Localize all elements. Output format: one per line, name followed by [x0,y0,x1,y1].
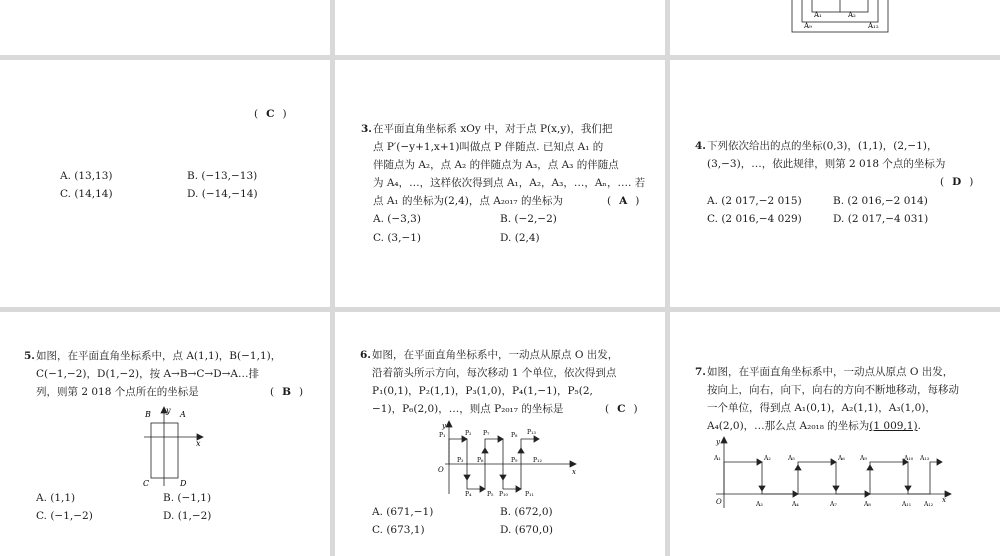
card-question-4 [670,60,1000,307]
option-a: A. (−3,3) [373,213,421,225]
option-d: D. (2,4) [500,232,540,244]
label-p2: P₂ [465,430,472,437]
label-a: A [180,410,186,419]
label-p4: P₄ [465,491,472,498]
label-a8: A₈ [864,501,871,508]
label-a7: A₇ [830,501,837,508]
option-c: C. (673,1) [372,524,425,536]
label-a13: A₁₃ [920,455,930,462]
label-x: x [942,496,946,504]
card-question-6 [335,312,665,556]
question-line-1: 如图，在平面直角坐标系中，一动点从原点 O 出发， [707,366,954,378]
label-b: B [145,410,151,419]
option-d: D. (2 017,−4 031) [833,213,929,225]
card-question-2 [0,60,330,307]
option-a: A. (671,−1) [372,506,434,518]
answer-letter: D [952,176,962,188]
question-line-5: 点 A₁ 的坐标为(2,4)，点 A₂₀₁₇ 的坐标为 [373,195,563,207]
label-p10: P₁₀ [499,491,508,498]
option-c: C. (−1,−2) [36,510,93,522]
label-p7: P₇ [483,430,490,437]
label-a10: A₁₀ [904,455,914,462]
question-line-4: A₄(2,0)，…那么点 A₂₀₁₈ 的坐标为(1 009,1). [707,420,921,432]
label-p13: P₁₃ [527,429,536,436]
question-line-4-text: A₄(2,0)，…那么点 A₂₀₁₈ 的坐标为 [707,420,870,432]
option-d: D. (1,−2) [163,510,212,522]
label-c: C [143,479,150,488]
label-a4: A₄ [792,501,799,508]
question-line-2: 按向上，向右，向下，向右的方向不断地移动，每移动 [707,384,959,396]
answer-letter: B [282,386,291,398]
question-line-2: C(−1,−2)，D(1,−2)，按 A→B→C→D→A…排 [36,368,259,380]
question-line-4: −1)，P₆(2,0)，…，则点 P₂₀₁₇ 的坐标是 [372,403,564,415]
question-number: 7. [695,366,706,378]
label-a6: A₆ [838,455,845,462]
label-y: y [442,422,446,430]
label-p5: P₅ [487,491,494,498]
question-line-3: 伴随点为 A₂，点 A₂ 的伴随点为 A₃，点 A₃ 的伴随点 [373,159,619,171]
question-line-2: (3,−3)，…，依此规律，则第 2 018 个点的坐标为 [707,158,946,170]
spiral-figure [670,0,1000,55]
answer-letter: A [619,195,628,207]
card-question-3 [335,60,665,307]
label-a12: A₁₂ [924,501,934,508]
label-y: y [166,406,171,415]
option-b: B. (−2,−2) [500,213,557,225]
label-x: x [572,468,576,476]
label-a2: A₂ [848,11,856,19]
option-a: A. (13,13) [60,170,113,182]
option-b: B. (672,0) [500,506,553,518]
label-a2: A₂ [764,455,771,462]
label-y: y [716,438,720,446]
label-a12: A₁₂ [868,22,879,30]
card-top-middle [335,0,665,55]
option-a: A. (2 017,−2 015) [707,195,802,207]
question-number: 3. [361,123,372,135]
option-b: B. (2 016,−2 014) [833,195,928,207]
step-path-figure [706,436,966,514]
question-number: 5. [24,350,35,362]
answer-bracket: ( C ) [254,108,287,120]
option-c: C. (2 016,−4 029) [707,213,802,225]
question-line-1: 下列依次给出的点的坐标(0,3)，(1,1)，(2,−1)， [707,140,938,152]
question-line-1: 如图，在平面直角坐标系中，一动点从原点 O 出发， [372,349,619,361]
label-p11: P₁₁ [525,491,534,498]
option-c: C. (3,−1) [373,232,422,244]
zigzag-path-figure [435,420,585,498]
label-p9: P₉ [511,457,518,464]
option-a: A. (1,1) [36,492,76,504]
label-p6: P₆ [477,457,484,464]
answer-bracket: ( A ) [607,195,640,207]
answer-letter: C [617,403,626,415]
label-a5: A₅ [788,455,795,462]
question-line-3: P₁(0,1)，P₂(1,1)，P₃(1,0)，P₄(1,−1)，P₅(2, [372,385,593,397]
question-line-4: 为 A₄，…，这样依次得到点 A₁，A₂，A₃，…，Aₙ，…. 若 [373,177,646,189]
question-line-2: 沿着箭头所示方向，每次移动 1 个单位，依次得到点 [372,367,617,379]
label-a1: A₁ [814,11,822,19]
question-line-1: 如图，在平面直角坐标系中，点 A(1,1)，B(−1,1)， [36,350,282,362]
card-question-7 [670,312,1000,556]
question-number: 6. [360,349,371,361]
label-p3: P₃ [457,457,464,464]
label-a3: A₃ [756,501,763,508]
card-top-left [0,0,330,55]
answer-bracket: ( D ) [940,176,974,188]
label-origin: O [716,498,722,506]
option-d: D. (−14,−14) [187,188,258,200]
option-d: D. (670,0) [500,524,553,536]
label-p1: P₁ [439,432,446,439]
answer-fill-in: (1 009,1) [869,420,918,432]
card-top-right [670,0,1000,55]
option-b: B. (−1,1) [163,492,212,504]
question-line-3: 一个单位，得到点 A₁(0,1)，A₂(1,1)，A₃(1,0)， [707,402,936,414]
option-b: B. (−13,−13) [187,170,258,182]
answer-letter: C [266,108,275,120]
label-a11: A₁₁ [902,501,912,508]
label-x: x [196,439,201,448]
answer-bracket: ( C ) [605,403,638,415]
label-a9: A₉ [804,22,812,30]
card-question-5 [0,312,330,556]
question-number: 4. [695,140,706,152]
label-p12: P₁₂ [533,457,542,464]
label-d: D [180,479,187,488]
question-line-2: 点 P′(−y+1,x+1)叫做点 P 伴随点. 已知点 A₁ 的 [373,141,604,153]
label-p8: P₈ [511,432,518,439]
rectangle-figure [140,406,220,488]
answer-bracket: ( B ) [270,386,304,398]
label-a1: A₁ [714,455,721,462]
question-line-3: 列，则第 2 018 个点所在的坐标是 [36,386,199,398]
label-origin: O [438,466,444,474]
option-c: C. (14,14) [60,188,113,200]
question-line-1: 在平面直角坐标系 xOy 中，对于点 P(x,y)，我们把 [373,123,613,135]
label-a9: A₉ [860,455,867,462]
